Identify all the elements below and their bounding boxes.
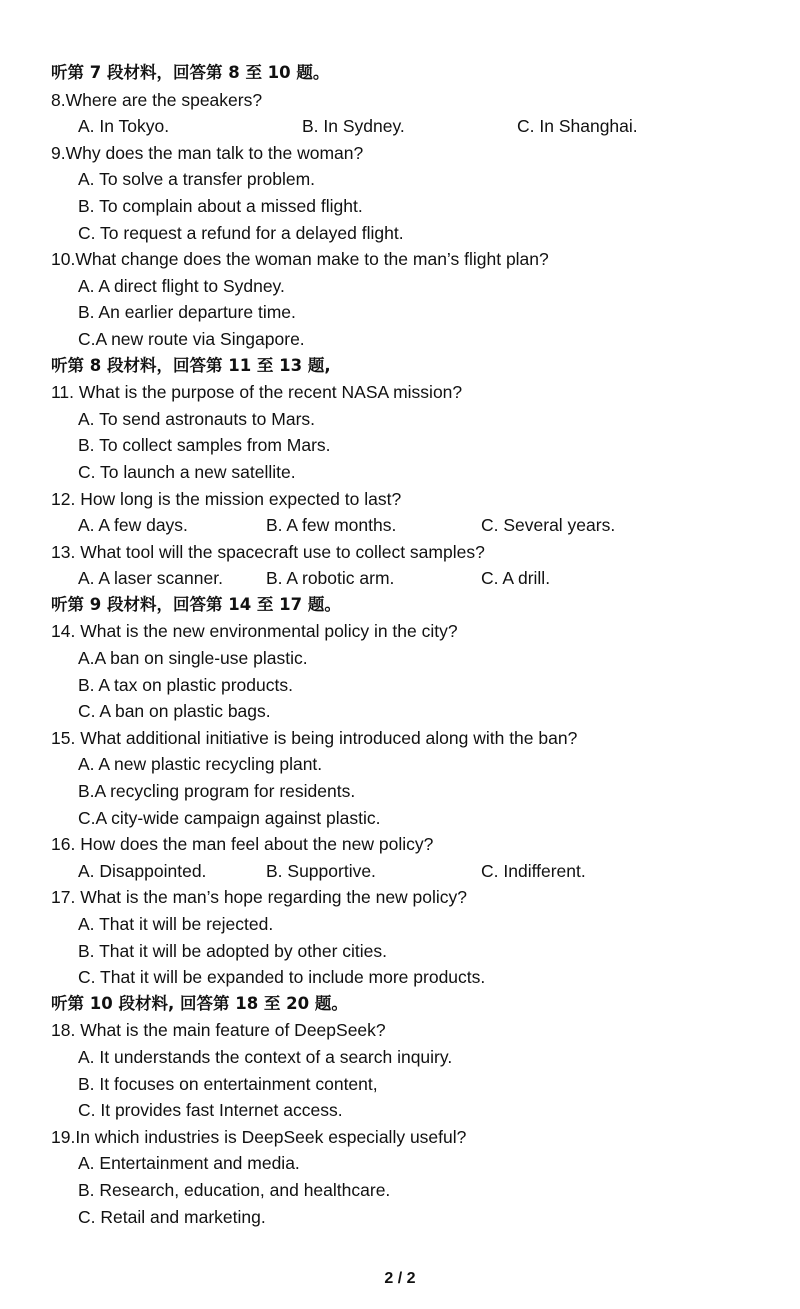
- question-stem: 12. How long is the mission expected to last?: [51, 488, 402, 509]
- option-c: C. To request a refund for a delayed flight.: [78, 222, 404, 243]
- option-c: C. Retail and marketing.: [78, 1206, 266, 1227]
- option-b: B. A robotic arm.: [266, 568, 395, 589]
- option-a: A. To send astronauts to Mars.: [78, 408, 316, 429]
- option-c: C. Indifferent.: [481, 860, 586, 881]
- options-row: [0, 113, 800, 140]
- question-stem: 9.Why does the man talk to the woman?: [51, 142, 364, 163]
- question-stem: 16. How does the man feel about the new policy?: [51, 834, 434, 855]
- option-c: C.A new route via Singapore.: [78, 328, 305, 349]
- option-b: B.A recycling program for residents.: [78, 781, 356, 802]
- option-a: A. A laser scanner.: [78, 568, 223, 589]
- question-stem: 15. What additional initiative is being introduced along with the ban?: [51, 727, 578, 748]
- option-b: B. Supportive.: [266, 860, 376, 881]
- options-row: [0, 565, 800, 592]
- question-stem: 17. What is the man’s hope regarding the new policy?: [51, 887, 468, 908]
- section-heading: 听第 9 段材料，回答第 14 至 17 题。: [51, 594, 341, 614]
- option-a: A. It understands the context of a search inquiry.: [78, 1046, 453, 1067]
- section-heading: 听第 7 段材料，回答第 8 至 10 题。: [51, 63, 330, 82]
- page-number: 2 / 2: [384, 1270, 416, 1287]
- option-c: C. In Shanghai.: [517, 116, 638, 137]
- option-a: A. In Tokyo.: [78, 116, 170, 137]
- question-stem: 18. What is the main feature of DeepSeek?: [51, 1020, 386, 1041]
- option-a: A. Disappointed.: [78, 860, 207, 881]
- options-row: [0, 858, 800, 885]
- option-b: B. To complain about a missed flight.: [78, 195, 363, 216]
- option-a: A. A new plastic recycling plant.: [78, 754, 323, 775]
- option-c: C. To launch a new satellite.: [78, 461, 296, 482]
- question-stem: 11. What is the purpose of the recent NASA mission?: [51, 382, 463, 403]
- option-b: B. Research, education, and healthcare.: [78, 1179, 391, 1200]
- option-c: C. A ban on plastic bags.: [78, 701, 271, 722]
- document-body: [0, 60, 800, 1230]
- option-c: C. A drill.: [481, 568, 551, 589]
- option-a: A. To solve a transfer problem.: [78, 169, 316, 190]
- option-c: C. Several years.: [481, 515, 616, 536]
- option-b: B. A tax on plastic products.: [78, 674, 293, 695]
- question-stem: 10.What change does the woman make to the man’s flight plan?: [51, 249, 549, 270]
- section-heading: 听第 8 段材料，回答第 11 至 13 题,: [51, 355, 331, 375]
- question-stem: 13. What tool will the spacecraft use to collect samples?: [51, 541, 485, 562]
- option-c: C.A city-wide campaign against plastic.: [78, 807, 381, 828]
- option-b: B. A few months.: [266, 515, 397, 536]
- section-heading: 听第 10 段材料, 回答第 18 至 20 题。: [51, 993, 348, 1013]
- question-stem: 14. What is the new environmental policy in the city?: [51, 621, 458, 642]
- option-b: B. That it will be adopted by other cities.: [78, 940, 388, 961]
- options-row: [0, 512, 800, 539]
- option-a: A.A ban on single-use plastic.: [78, 648, 308, 669]
- option-c: C. It provides fast Internet access.: [78, 1100, 343, 1121]
- option-b: B. In Sydney.: [302, 116, 405, 137]
- option-b: B. It focuses on entertainment content,: [78, 1073, 378, 1094]
- option-a: A. A direct flight to Sydney.: [78, 275, 285, 296]
- option-c: C. That it will be expanded to include more products.: [78, 967, 486, 988]
- option-b: B. An earlier departure time.: [78, 302, 296, 323]
- question-stem: 8.Where are the speakers?: [51, 89, 263, 110]
- option-a: A. Entertainment and media.: [78, 1153, 300, 1174]
- option-a: A. A few days.: [78, 515, 188, 536]
- option-b: B. To collect samples from Mars.: [78, 435, 331, 456]
- option-a: A. That it will be rejected.: [78, 914, 274, 934]
- question-stem: 19.In which industries is DeepSeek especially useful?: [51, 1126, 467, 1147]
